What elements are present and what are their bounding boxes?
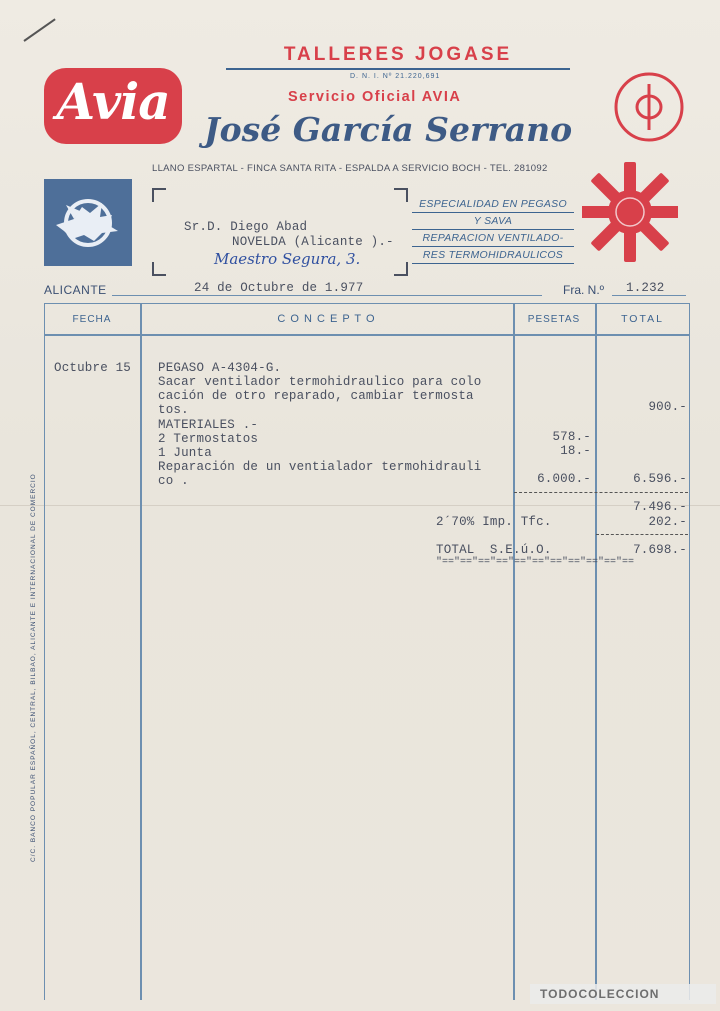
specialty-box [412, 196, 574, 264]
address-text: LLANO ESPARTAL - FINCA SANTA RITA - ESPALDA A SERVICIO BOCH - TEL. 281092 [152, 163, 548, 174]
specialty-line-1: ESPECIALIDAD EN PEGASO [412, 196, 574, 213]
concept-line-3: cación de otro reparado, cambiar termosta [158, 389, 474, 403]
invoice-number: 1.232 [626, 281, 665, 295]
col-rule-2 [513, 303, 515, 1000]
invoice-number-label: Fra. N.º [563, 283, 605, 297]
concept-line-8: Reparación de un ventialador termohidrauli [158, 460, 482, 474]
avia-logo-text: Avia [56, 72, 170, 131]
concept-line-2: Sacar ventilador termohidraulico para colo [158, 375, 482, 389]
total-materials-repair: 6.596.- [633, 472, 687, 486]
concept-line-6: 2 Termostatos [158, 432, 259, 446]
recipient-handwritten-street: Maestro Segura, 3. [214, 250, 361, 268]
grand-total-label: TOTAL S.E.ú.O. [436, 543, 552, 557]
concept-line-4: tos. [158, 403, 189, 417]
circle-logo-icon [612, 70, 686, 144]
header-fecha: FECHA [72, 314, 112, 325]
pesetas-junta: 18.- [560, 444, 591, 458]
service-text: Servicio Oficial AVIA [288, 89, 462, 105]
avia-logo [44, 68, 182, 144]
number-underline [612, 295, 686, 296]
closing-dashes: "=="=="=="=="=="=="=="=="=="=="== [436, 557, 635, 568]
company-underline [226, 68, 570, 70]
tax-label: 2´70% Imp. Tfc. [436, 515, 552, 529]
invoice-date: 24 de Octubre de 1.977 [194, 281, 364, 295]
header-concepto: C O N C E P T O [277, 313, 376, 325]
specialty-line-4: RES TERMOHIDRAULICOS [412, 247, 574, 264]
header-pesetas: PESETAS [527, 314, 581, 325]
total-dashed-rule [596, 534, 688, 535]
watermark-text: TODOCOLECCION [540, 987, 660, 1001]
bosch-star-icon [582, 160, 678, 264]
date-underline [112, 295, 542, 296]
col-rule-1 [140, 303, 142, 1000]
total-labor: 900.- [648, 400, 687, 414]
entry-date: Octubre 15 [54, 361, 132, 375]
bank-side-text: C/C. BANCO POPULAR ESPAÑOL, CENTRAL, BILBAO, ALICANTE E INTERNACIONAL DE COMERCIO [30, 473, 37, 862]
pesetas-termostatos: 578.- [552, 430, 591, 444]
watermark [530, 984, 716, 1004]
concept-line-9: co . [158, 474, 189, 488]
city-label: ALICANTE [44, 283, 107, 297]
specialty-line-3: REPARACION VENTILADO- [412, 230, 574, 247]
specialty-line-2: Y SAVA [412, 213, 574, 230]
tax-amount: 202.- [648, 515, 687, 529]
company-name: TALLERES JOGASE [283, 44, 513, 65]
owner-name: José García Serrano [204, 110, 573, 149]
recipient-name: Sr.D. Diego Abad [184, 220, 308, 234]
pegaso-logo-icon [44, 179, 132, 266]
concept-line-5: MATERIALES .- [158, 418, 259, 432]
pen-mark [23, 18, 55, 41]
recipient-city: NOVELDA (Alicante ).- [232, 235, 394, 249]
subtotal-dashed-rule [514, 492, 688, 493]
grand-total: 7.698.- [633, 543, 687, 557]
concept-line-1: PEGASO A-4304-G. [158, 361, 282, 375]
subtotal: 7.496.- [633, 500, 687, 514]
concept-line-7: 1 Junta [158, 446, 212, 460]
dni-text: D. N. I. Nº 21.220,691 [350, 73, 441, 80]
pesetas-reparacion: 6.000.- [537, 472, 591, 486]
header-total: TOTAL [621, 313, 664, 325]
